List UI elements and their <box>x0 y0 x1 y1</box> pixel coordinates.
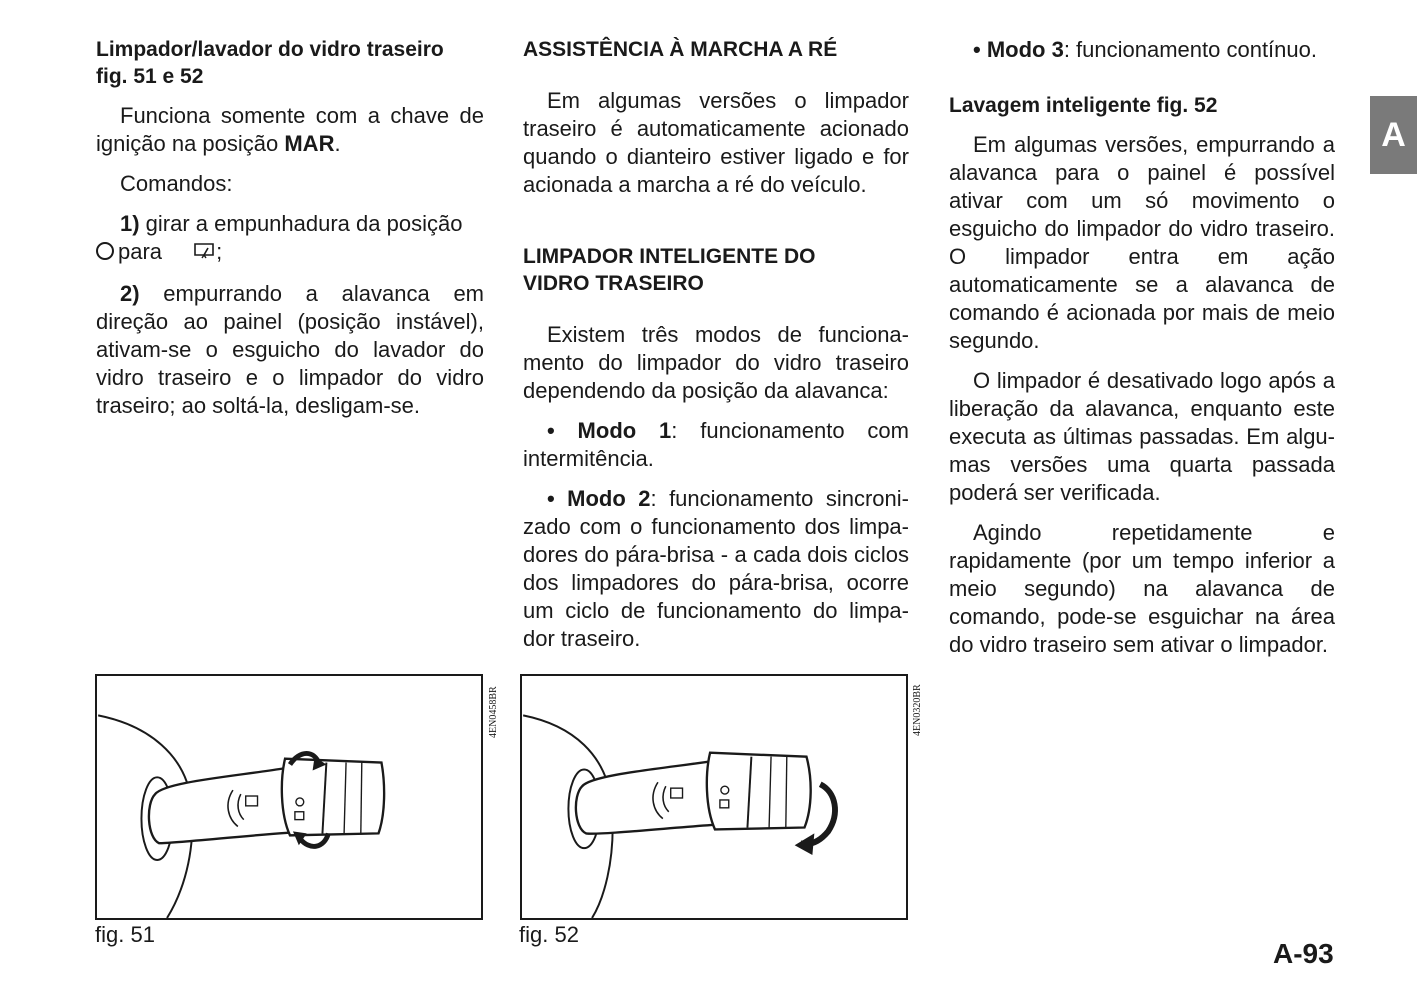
paragraph-smart-wash-3: Agindo repetidamente e rapidamente (por um tempo inferior a meio segundo) na alavanca de comando, pode-se esguichar na área do vidro traseiro sem ativar o limpador. <box>949 520 1335 657</box>
paragraph-ignition: Funciona somente com a chave de ignição na posição MAR. <box>96 103 484 156</box>
column-3 <box>949 36 1335 671</box>
section-heading-smart-wash: Lavagem inteligente fig. 52 <box>949 94 1218 117</box>
step-1: 1) girar a empunhadura da posição para ; <box>96 210 484 268</box>
column-2 <box>523 36 909 665</box>
section-heading-reverse-assist: ASSISTÊNCIA À MARCHA A RÉ <box>523 38 838 61</box>
section-heading-smart-wiper: LIMPADOR INTELIGENTE DO VIDRO TRASEIRO <box>523 245 816 295</box>
section-heading-rear-wiper: Limpador/lavador do vidro traseiro fig. 51 e 52 <box>96 38 444 88</box>
section-tab: A <box>1370 96 1417 174</box>
column-1 <box>96 36 484 432</box>
wiper-stalk-push-illustration <box>522 676 906 918</box>
paragraph-commands: Comandos: <box>120 171 233 196</box>
page-number: A-93 <box>1273 938 1334 969</box>
paragraph-reverse-assist: Em algumas versões o limpador traseiro é automaticamente acionado quando o dianteiro estiver ligado e for acionada a marcha a ré do veículo. <box>523 88 909 197</box>
wiper-stalk-rotate-illustration <box>97 676 481 918</box>
figure-52-caption: fig. 52 <box>519 922 579 947</box>
mode-2-item: • Modo 2: funcionamento sincroni-zado com o funcionamento dos limpa-dores do pára-brisa - a cada dois ciclos dos limpadores do pára-brisa, ocorre um ciclo de funcionamento do limpa-dor traseiro. <box>523 486 909 651</box>
paragraph-smart-wash-2: O limpador é desativado logo após a liberação da alavanca, enquanto este executa as últimas passadas. Em algu-mas versões uma quarta passada poderá ser verificada. <box>949 368 1335 505</box>
figure-51-caption: fig. 51 <box>95 922 155 947</box>
paragraph-smart-wash-1: Em algumas versões, empurrando a alavanca para o painel é possível ativar com um só movimento o esguicho do limpador do vidro traseiro. O limpador entra em ação automaticamente se a alavanca de comando é acionada por mais de meio segundo. <box>949 132 1335 353</box>
mode-3-item: • Modo 3: funcionamento contínuo. <box>973 37 1317 62</box>
paragraph-modes-intro: Existem três modos de funciona-mento do limpador do vidro traseiro dependendo da posição da alavanca: <box>523 322 909 403</box>
figure-52-code: 4EN0320BR <box>912 684 923 736</box>
key-position-label: MAR <box>284 131 335 156</box>
rear-wiper-icon <box>168 240 216 268</box>
figure-52 <box>520 674 908 920</box>
figure-51-code: 4EN0458BR <box>488 686 499 738</box>
step-2: 2) empurrando a alavanca em direção ao painel (posição instável), ativam-se o esguicho do lavador do vidro traseiro e o limpador do vidro traseiro; ao soltá-la, desligam-se. <box>96 281 484 418</box>
figure-51 <box>95 674 483 920</box>
position-o-icon <box>96 242 114 260</box>
mode-1-item: • Modo 1: funcionamento com intermitência. <box>523 418 909 471</box>
